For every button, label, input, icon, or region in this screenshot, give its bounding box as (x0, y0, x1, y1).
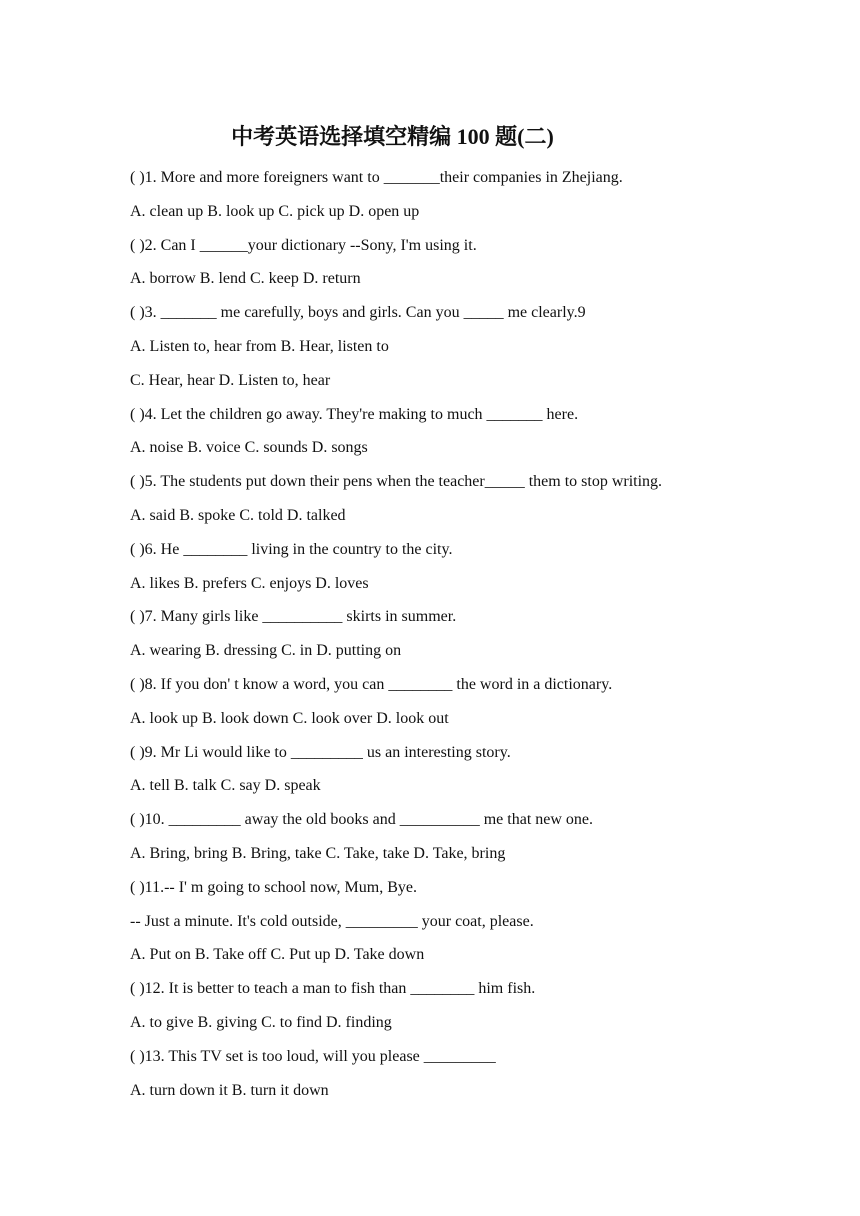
question-line: ( )7. Many girls like __________ skirts in summer. (130, 608, 457, 626)
question-line: ( )10. _________ away the old books and __________ me that new one. (130, 811, 594, 829)
answer-options-line: A. borrow B. lend C. keep D. return (130, 270, 361, 288)
answer-options-line: A. clean up B. look up C. pick up D. open up (130, 202, 420, 220)
question-line: ( )9. Mr Li would like to _________ us an interesting story. (130, 743, 511, 761)
answer-options-line: A. Put on B. Take off C. Put up D. Take down (130, 946, 425, 964)
question-line: ( )13. This TV set is too loud, will you please _________ (130, 1047, 496, 1065)
answer-options-line: A. wearing B. dressing C. in D. putting on (130, 642, 402, 660)
question-list (130, 165, 830, 1111)
answer-options-line: A. to give B. giving C. to find D. finding (130, 1013, 392, 1031)
question-line: -- Just a minute. It's cold outside, _________ your coat, please. (130, 912, 534, 930)
answer-options-line: A. said B. spoke C. told D. talked (130, 506, 346, 524)
answer-options-line: A. tell B. talk C. say D. speak (130, 777, 321, 795)
answer-options-line: A. likes B. prefers C. enjoys D. loves (130, 574, 369, 592)
question-line: ( )1. More and more foreigners want to _______their companies in Zhejiang. (130, 169, 623, 186)
question-line: ( )8. If you don' t know a word, you can ________ the word in a dictionary. (130, 675, 613, 693)
question-line: ( )5. The students put down their pens when the teacher_____ them to stop writing. (130, 473, 663, 491)
answer-options-line: A. turn down it B. turn it down (130, 1081, 329, 1099)
answer-options-line: A. Bring, bring B. Bring, take C. Take, take D. Take, bring (130, 844, 506, 862)
question-line: ( )2. Can I ______your dictionary --Sony, I'm using it. (130, 236, 477, 254)
question-line: ( )3. _______ me carefully, boys and girls. Can you _____ me clearly.9 (130, 304, 586, 322)
answer-options-line: A. noise B. voice C. sounds D. songs (130, 439, 368, 457)
answer-options-line: A. look up B. look down C. look over D. look out (130, 709, 449, 727)
answer-options-line: C. Hear, hear D. Listen to, hear (130, 371, 331, 389)
question-line: ( )12. It is better to teach a man to fish than ________ him fish. (130, 980, 536, 998)
question-line: ( )4. Let the children go away. They're making to much _______ here. (130, 405, 579, 423)
document-title: 中考英语选择填空精编 100 题(二) (231, 124, 554, 149)
question-line: ( )6. He ________ living in the country to the city. (130, 540, 453, 558)
answer-options-line: A. Listen to, hear from B. Hear, listen to (130, 337, 389, 355)
question-line: ( )11.-- I' m going to school now, Mum, Bye. (130, 878, 417, 896)
